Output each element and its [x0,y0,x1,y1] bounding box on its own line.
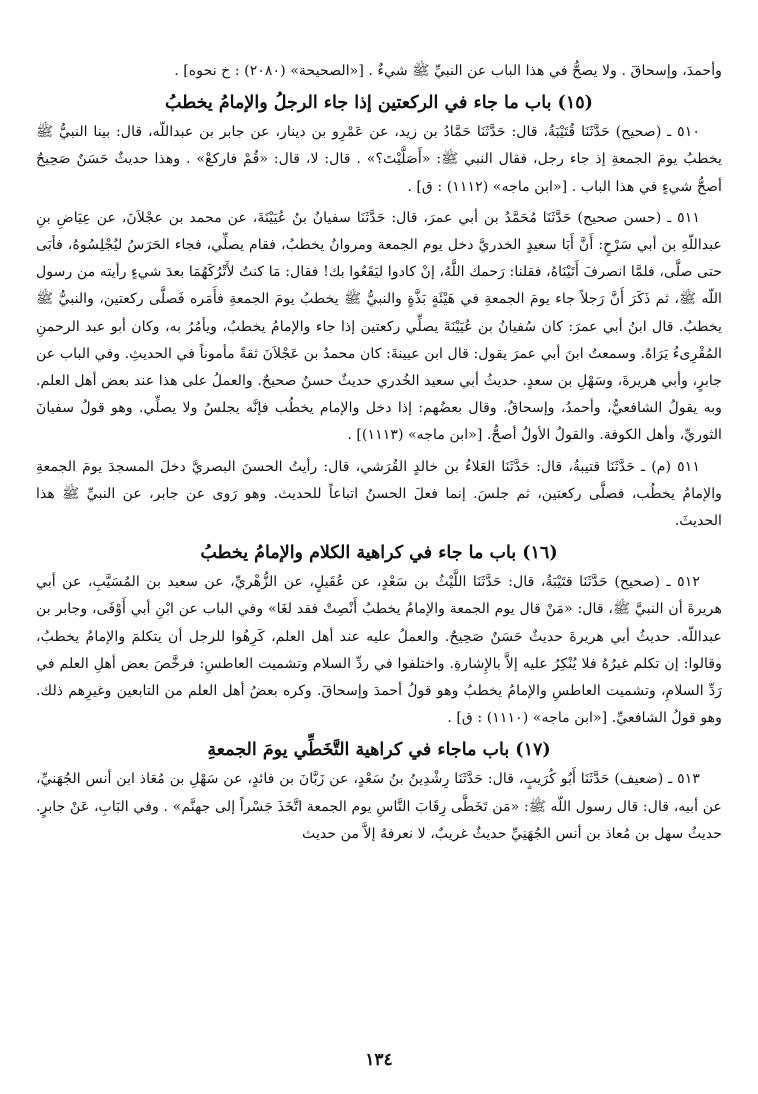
hadith-513: ٥١٣ ـ (ضعيف) حَدَّثَنَا أَبُو كُرَيبٍ، قال: حَدَّثَنَا رِشْدِينُ بنُ سَعْدٍ، عن زَبَّانَ بن فائدٍ، عن سَهْلِ بن مُعَاذ ابن أنس الجُهَنيِّ، عن أبيه، قال: قال رسول اللّه ﷺ: «مَن تَخَطَّى رِقَابَ النَّاسِ يوم الجمعة اتَّخَذَ جَسْراً إلى جهنَّم» . وفي البَابِ، عَنْ جابرٍ. حديثُ سهل بن مُعاذ بن أنس الجُهَنِيِّ حديثٌ غريبٌ، لا نعرفهُ إلاَّ من حديث [36,771,722,842]
chapter-heading-15: (١٥) باب ما جاء في الركعتين إذا جاء الرجلُ والإمامُ يخطبُ [165,93,593,114]
hadith-511: ٥١١ ـ (حسن صحيح) حَدَّثَنَا مُحَمَّدُ بن أبي عمرَ، قال: حَدَّثَنَا سفيانُ بنُ عُيَيْنَةَ، عن محمد بن عجْلاَنَ، عن عِيَاضِ بنِ عبداللّهِ بن أبي سَرْحٍ: أَنَّ أَبَا سعيدٍ الخدريَّ دخل يوم الجمعة ومروانُ يخطبُ، فقام يصلِّي، فجاء الحَرَسُ ليُجْلِسُوهُ، فأبَى حتى صلَّى، فلمَّا انصرفَ أَتَيْنَاهُ، فقلنا: رَحمك اللَّهُ، إنْ كادوا ليَقَعُوا بك! فقال: مَا كنتُ لأَتْرُكَهُمَا بعدَ شيءٍ رأيته من رسول اللّه ﷺ، ثم ذَكَرَ أَنَّ رَجلاً جاء يومَ الجمعةِ في هَيْئَةٍ بَذَّةٍ والنبيُّ ﷺ يخطبُ يومَ الجمعةِ فأَمَره فَصلَّى ركعتين، والنبيُّ ﷺ يخطبُ. قال ابنُ أبي عمرَ: كان سُفيانُ بن عُيَيْنَةَ يصلِّي ركعتين إذا جاء والإمامُ يخطبُ، ويأمُرُ به، وكان أبو عبد الرحمنِ المُقْرِىءُ يَرَاهُ. وسمعتُ ابنَ أبي عمرَ يقول: قال ابن عيينةَ: كان محمدُ بن عَجْلاَنَ ثقةً مأموناً في الحديثِ. وفي الباب عن جابرٍ، وأبي هريرةَ، وسَهْلِ بن سعدٍ. حديثُ أبي سعيد الخُدري حديثٌ حسنٌ صحيحٌ. والعملُ على هذا عند بعض أهل العلم. وبه يقولُ الشافعيُّ، وأحمدُ، وإسحاقُ. وقال بعضُهم: إذا دخل والإمام يخطُب فإنَّه يجلسُ ولا يصلِّي. وهو قولُ سفيانَ الثوريِّ، وأهل الكوفة. والقولُ الأولُ أصحُّ. [«ابن ماجه» (١١١٣)] . [36,209,722,444]
hadith-510: ٥١٠ ـ (صحيح) حَدَّثَنَا قُتَيْبَةُ، قال: حَدَّثَنَا حَمَّادُ بن زيد، عن عَمْرِو بن دينار، عن جابر بن عبداللّه، قال: بينا النبيُّ ﷺ يخطبُ يومَ الجمعةِ إذ جاء رجل، فقال النبي ﷺ: «أَصَلَّيْتَ؟» . قال: لا، قال: «قُمْ فاركعْ» . وهذا حديثٌ حَسَنٌ صَحِيحٌ أصحُّ شيءٍ في هذا الباب . [«ابن ماجه» (١١١٢) : ق] . [36,124,722,195]
paragraph-continuation: وأحمدَ، وإسحاقَ . ولا يصحُّ في هذا الباب عن النبيِّ ﷺ شيءٌ . [«الصحيحة» (٢٠٨٠) : خ نحوه] . [174,63,722,79]
page-text-block [36,58,722,852]
page-number: ١٣٤ [365,1050,393,1070]
hadith-512: ٥١٢ ـ (صحيح) حَدَّثَنَا قتَيْبَةُ، قال: حَدَّثَنَا اللَّيْثُ بن سَعْدٍ، عن عُقَيلٍ، عن الزُّهْريِّ، عن سعيد بن المُسَيَّبِ، عن أبي هريرةَ أن النبيَّ ﷺ، قال: «مَنْ قال يوم الجمعة والإمامُ يخطبُ أَنْصِتْ فقد لغَا» وفي الباب عن ابْنِ أبي أَوْفَى، وجابر بن عبداللّه. حديثُ أبي هريرةَ حديثٌ حَسَنٌ صَحِيحٌ. والعملُ عليه عند أهل العلم، كَرِهُوا للرجل أن يتكلمَ والإمامُ يخطبُ، وقالوا: إن تكلم غيرُهُ فلا يُنْكِرُ عليه إلاَّ بالإِشارةِ. واختلفوا في ردِّ السلام وتشميت العاطسِ: فرخَّصَ بعض أهلِ العلم في رَدِّ السلامِ، وتشميت العاطسِ والإمامُ يخطبُ وهو قولُ أحمدَ وإسحاقَ. وكره بعضُ أهل العلم من التابعين وغيرِهم ذلك. وهو قولُ الشافعيِّ. [«ابن ماجه» (١١١٠) : ق] . [36,574,722,727]
hadith-511-m: ٥١١ (م) ـ حَدَّثَنَا قتيبةُ، قال: حَدَّثَنَا العَلاءُ بن خالدٍ القُرَشي، قال: رأيتُ الحسنَ البصريَّ دخلَ المسجدَ يومَ الجمعةِ والإمامُ يخطُب، فصلَّى ركعتين، ثم جلسَ. إنما فعلَ الحسنُ اتباعاً للحديث. وهو رَوى عن جابر، عن النبيِّ ﷺ هذا الحديثَ. [36,458,722,530]
chapter-heading-17: (١٧) باب ماجاء في كراهية التَّخَطِّي يومَ الجمعةِ [207,740,551,761]
chapter-heading-16: (١٦) باب ما جاء في كراهية الكلام والإمامُ يخطبُ [200,543,558,564]
